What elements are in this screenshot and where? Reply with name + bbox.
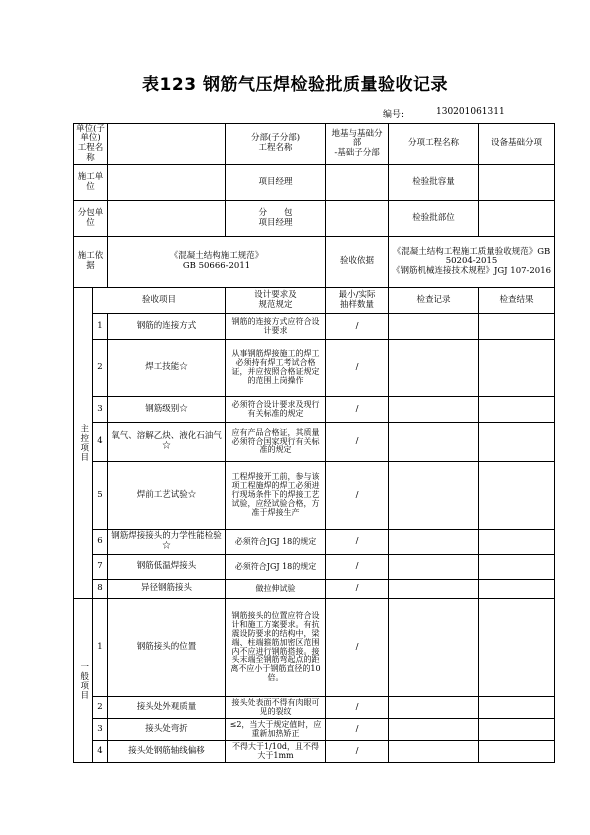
table-row	[74, 599, 555, 697]
item-record[interactable]	[389, 340, 479, 397]
item-name: 接头处外观质量	[108, 697, 226, 719]
item-result[interactable]	[479, 719, 555, 741]
item-no: 1	[93, 599, 108, 697]
item-sample[interactable]: /	[326, 462, 389, 530]
item-record[interactable]	[389, 741, 479, 763]
item-record[interactable]	[389, 599, 479, 697]
table-row	[74, 423, 555, 462]
item-sample[interactable]: /	[326, 555, 389, 580]
item-sample[interactable]: /	[326, 530, 389, 555]
item-result[interactable]	[479, 462, 555, 530]
item-result[interactable]	[479, 555, 555, 580]
item-sample[interactable]: /	[326, 340, 389, 397]
item-record[interactable]	[389, 697, 479, 719]
subdiv-value[interactable]: 地基与基础分部 -基础子分部	[326, 124, 389, 165]
item-spec: 必须符合JGJ 18的规定	[226, 555, 326, 580]
item-sample[interactable]: /	[326, 580, 389, 599]
item-name: 钢筋的连接方式	[108, 314, 226, 340]
item-name: 焊前工艺试验☆	[108, 462, 226, 530]
subcontractor-value[interactable]	[108, 201, 226, 237]
item-no: 2	[93, 697, 108, 719]
table-row	[74, 719, 555, 741]
header-row-unit	[74, 124, 555, 165]
basis-label: 施工依据	[74, 237, 108, 288]
subdiv-label: 分部(子分部) 工程名称	[226, 124, 326, 165]
capacity-value[interactable]	[479, 165, 555, 201]
item-no: 4	[93, 423, 108, 462]
code-label: 编号:	[383, 110, 405, 120]
item-result[interactable]	[479, 397, 555, 423]
part-label: 检验批部位	[389, 201, 479, 237]
item-sample[interactable]: /	[326, 741, 389, 763]
item-spec: 工程焊接开工前，参与该项工程施焊的焊工必须进行现场条件下的焊接工艺试验，应经试验合格，方准于焊接生产	[226, 462, 326, 530]
constructor-label: 施工单位	[74, 165, 108, 201]
sub-pm-value[interactable]	[326, 201, 389, 237]
item-no: 1	[93, 314, 108, 340]
item-sample[interactable]: /	[326, 719, 389, 741]
column-header-row	[74, 288, 555, 314]
item-spec: 不得大于1/10d，且不得大于1mm	[226, 741, 326, 763]
unit-value[interactable]	[108, 124, 226, 165]
item-no: 3	[93, 719, 108, 741]
item-spec: 应有产品合格证，其质量必须符合国家现行有关标准的规定	[226, 423, 326, 462]
item-no: 2	[93, 340, 108, 397]
item-name: 钢筋接头的位置	[108, 599, 226, 697]
table-row	[74, 530, 555, 555]
item-sample[interactable]: /	[326, 423, 389, 462]
item-name: 钢筋低温焊接头	[108, 555, 226, 580]
pm-value[interactable]	[326, 165, 389, 201]
item-result[interactable]	[479, 599, 555, 697]
acceptance-basis-label: 验收依据	[326, 237, 389, 288]
item-spec: 钢筋接头的位置应符合设计和施工方案要求。有抗震设防要求的结构中，梁端、柱端箍筋加密区范围内不应进行钢筋搭接。接头末端至钢筋弯起点的距离不应小于钢筋直径的10倍。	[226, 599, 326, 697]
item-no: 4	[93, 741, 108, 763]
item-result[interactable]	[479, 340, 555, 397]
header-row-constructor	[74, 165, 555, 201]
col-result-header: 检查结果	[479, 288, 555, 314]
item-name: 异径钢筋接头	[108, 580, 226, 599]
table-row	[74, 697, 555, 719]
item-no: 5	[93, 462, 108, 530]
item-result[interactable]	[479, 423, 555, 462]
header-row-basis	[74, 237, 555, 288]
item-record[interactable]	[389, 555, 479, 580]
page-title: 表123 钢筋气压焊检验批质量验收记录	[142, 75, 448, 95]
item-sample[interactable]: /	[326, 697, 389, 719]
constructor-value[interactable]	[108, 165, 226, 201]
item-spec: ≤2，当大于规定值时，应重新加热矫正	[226, 719, 326, 741]
subitem-value[interactable]: 设备基础分项	[479, 124, 555, 165]
item-result[interactable]	[479, 530, 555, 555]
item-record[interactable]	[389, 423, 479, 462]
general-section-label: 一般项目	[74, 599, 93, 763]
item-spec: 做拉伸试验	[226, 580, 326, 599]
item-result[interactable]	[479, 314, 555, 340]
item-record[interactable]	[389, 462, 479, 530]
item-record[interactable]	[389, 314, 479, 340]
part-value[interactable]	[479, 201, 555, 237]
item-result[interactable]	[479, 741, 555, 763]
item-name: 钢筋级别☆	[108, 397, 226, 423]
item-name: 钢筋焊接接头的力学性能检验☆	[108, 530, 226, 555]
item-sample[interactable]: /	[326, 314, 389, 340]
col-item-header: 验收项目	[93, 288, 226, 314]
item-sample[interactable]: /	[326, 397, 389, 423]
item-record[interactable]	[389, 530, 479, 555]
item-record[interactable]	[389, 719, 479, 741]
item-name: 接头处弯折	[108, 719, 226, 741]
item-record[interactable]	[389, 397, 479, 423]
pm-label: 项目经理	[226, 165, 326, 201]
unit-label: 单位(子单位) 工程名称	[74, 124, 108, 165]
capacity-label: 检验批容量	[389, 165, 479, 201]
item-no: 7	[93, 555, 108, 580]
item-name: 焊工技能☆	[108, 340, 226, 397]
table-row	[74, 314, 555, 340]
table-row	[74, 580, 555, 599]
col-sample-header: 最小/实际 抽样数量	[326, 288, 389, 314]
item-spec: 必须符合设计要求及现行有关标准的规定	[226, 397, 326, 423]
item-spec: 钢筋的连接方式应符合设计要求	[226, 314, 326, 340]
item-no: 8	[93, 580, 108, 599]
item-spec: 从事钢筋焊接施工的焊工必须持有焊工考试合格证，并应按照合格证规定的范围上岗操作	[226, 340, 326, 397]
inspection-record-table	[73, 123, 555, 763]
item-sample[interactable]: /	[326, 599, 389, 697]
basis-value: 《混凝土结构施工规范》 GB 50666-2011	[108, 237, 326, 288]
item-name: 氧气、溶解乙炔、液化石油气☆	[108, 423, 226, 462]
col-record-header: 检查记录	[389, 288, 479, 314]
item-result[interactable]	[479, 697, 555, 719]
item-result[interactable]	[479, 580, 555, 599]
subcontractor-label: 分包单位	[74, 201, 108, 237]
col-spec-header: 设计要求及 规范规定	[226, 288, 326, 314]
item-record[interactable]	[389, 580, 479, 599]
table-row	[74, 555, 555, 580]
sub-pm-label: 分 包 项目经理	[226, 201, 326, 237]
acceptance-basis-value: 《混凝土结构工程施工质量验收规范》GB50204-2015 《钢筋机械连接技术规程》JGJ 107-2016	[389, 237, 555, 288]
code-value: 130201061311	[436, 107, 505, 117]
item-spec: 必须符合JGJ 18的规定	[226, 530, 326, 555]
main-section-label: 主控项目	[74, 288, 93, 599]
subitem-label: 分项工程名称	[389, 124, 479, 165]
header-row-subcontractor	[74, 201, 555, 237]
table-row	[74, 741, 555, 763]
item-spec: 接头处表面不得有肉眼可见的裂纹	[226, 697, 326, 719]
table-row	[74, 340, 555, 397]
item-no: 6	[93, 530, 108, 555]
item-no: 3	[93, 397, 108, 423]
item-name: 接头处钢筋轴线偏移	[108, 741, 226, 763]
table-row	[74, 462, 555, 530]
table-row	[74, 397, 555, 423]
